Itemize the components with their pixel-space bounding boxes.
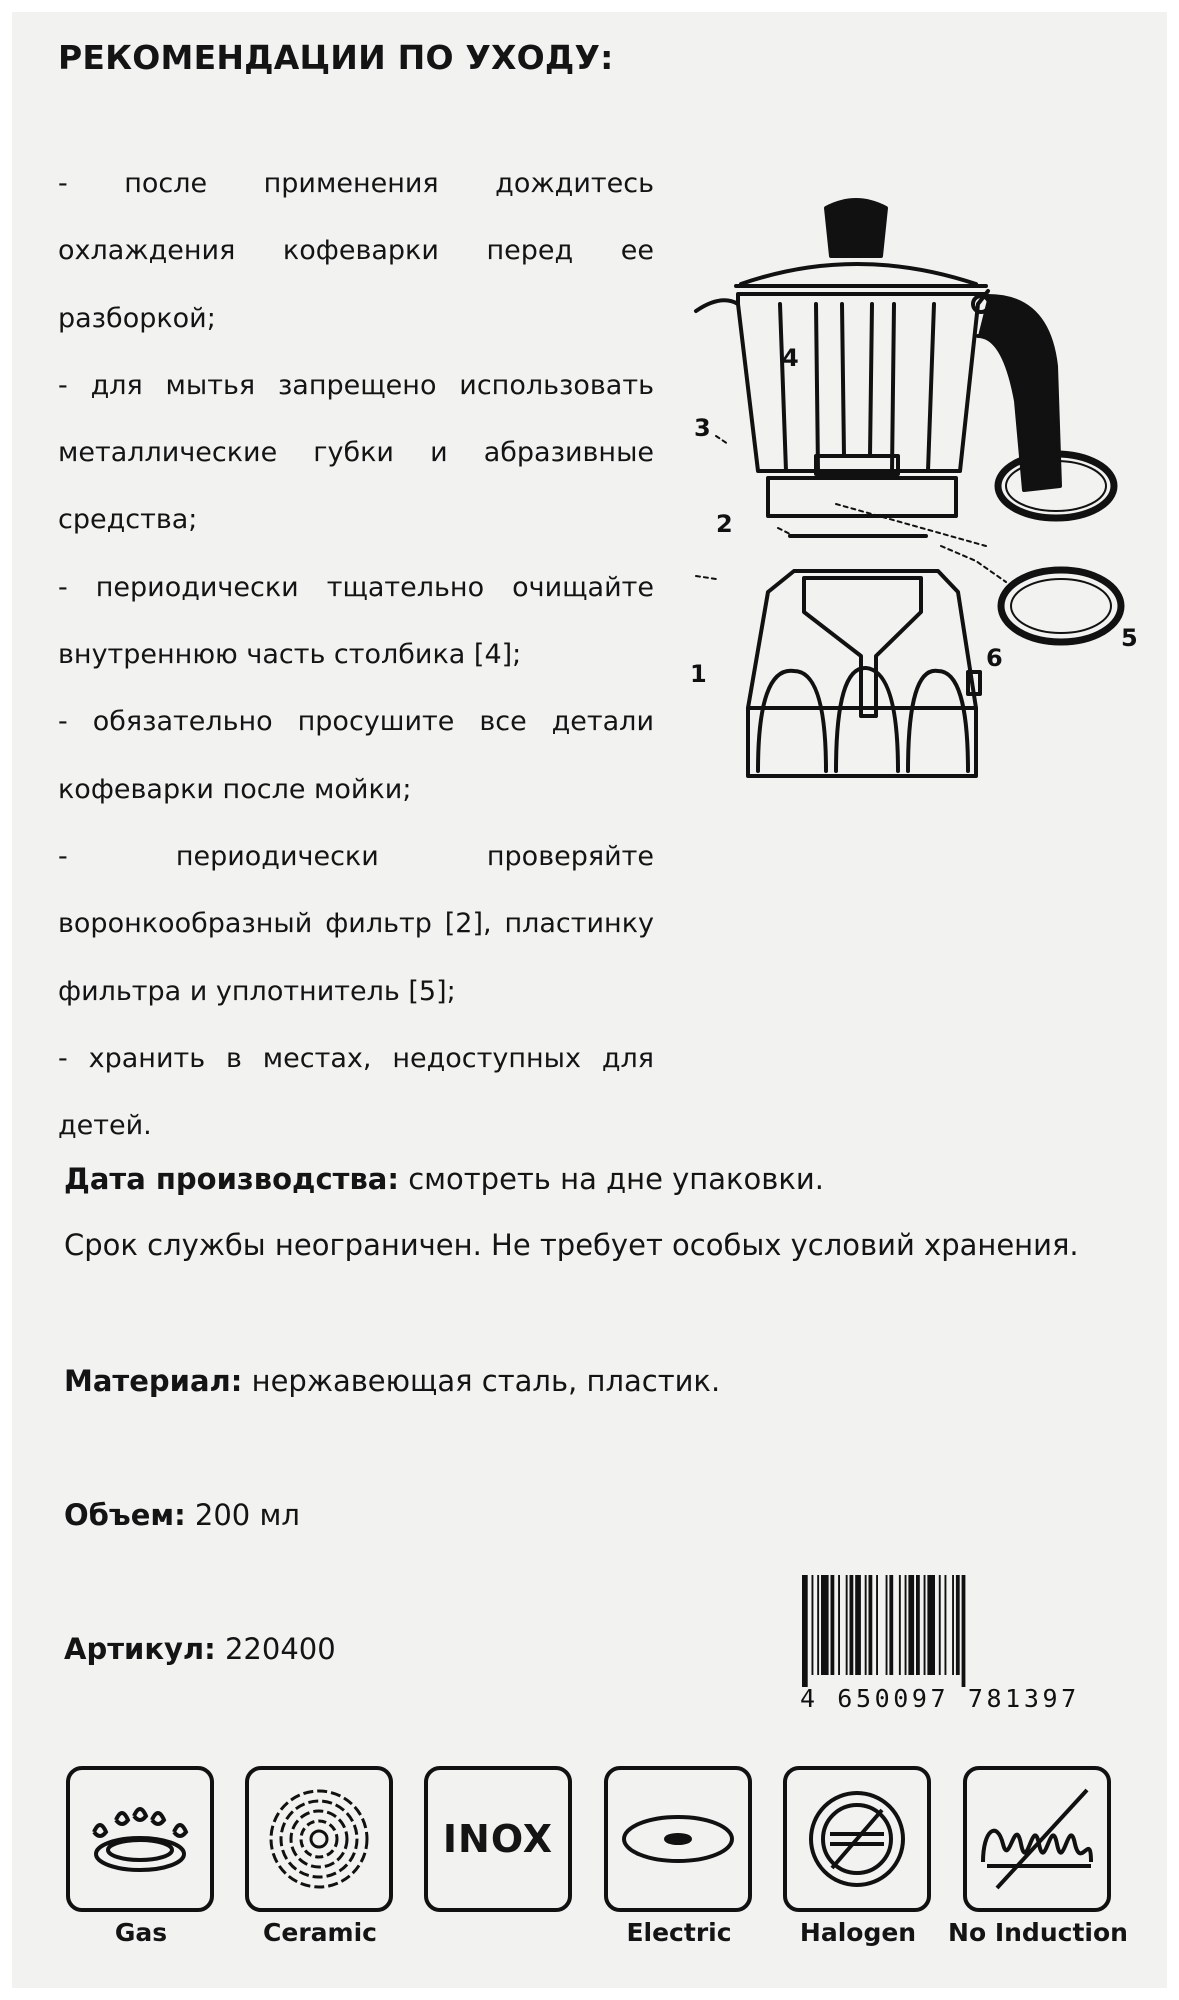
stove-ceramic <box>245 1766 395 1947</box>
barcode-bar <box>850 1575 854 1675</box>
electric-plate-icon <box>618 1799 738 1879</box>
care-item: - периодически тщательно очищайте внутреннюю часть столбика [4]; <box>58 571 654 671</box>
barcode-bar <box>908 1575 914 1675</box>
barcode-bar <box>899 1575 901 1675</box>
stove-ceramic-label: Ceramic <box>263 1918 377 1947</box>
barcode-bar <box>812 1575 814 1675</box>
barcode-bar <box>889 1575 893 1675</box>
stove-no-induction-label: No Induction <box>948 1918 1128 1947</box>
barcode-bar <box>855 1575 861 1675</box>
material <box>64 1364 720 1398</box>
barcode-bar <box>956 1575 960 1675</box>
barcode-bar <box>939 1575 941 1675</box>
barcode-bar <box>846 1575 848 1675</box>
care-item: - для мытья запрещено использовать металлические губки и абразивные средства; <box>58 369 654 536</box>
halogen-hob-icon <box>802 1784 912 1894</box>
moka-pot-diagram <box>676 186 1136 806</box>
barcode-bar <box>821 1575 829 1675</box>
stove-electric <box>604 1766 754 1947</box>
stove-electric-label: Electric <box>626 1918 732 1947</box>
stove-inox <box>424 1766 574 1912</box>
barcode-bar <box>927 1575 935 1675</box>
care-item: - хранить в местах, недоступных для детей. <box>58 1042 654 1142</box>
diagram-label-1: 1 <box>690 660 707 688</box>
diagram-label-3: 3 <box>694 414 711 442</box>
inox-label: INOX <box>442 1817 554 1861</box>
barcode-bar <box>886 1575 888 1675</box>
no-induction-icon <box>977 1784 1097 1894</box>
care-item: - периодически проверяйте воронкообразный фильтр [2], пластинку фильтра и уплотнитель [5]; <box>58 840 654 1007</box>
barcode-bar <box>952 1575 954 1675</box>
diagram-label-6: 6 <box>986 644 1003 672</box>
barcode-bar <box>905 1575 907 1675</box>
care-item: - обязательно просушите все детали кофеварки после мойки; <box>58 706 654 805</box>
diagram-label-5: 5 <box>1121 624 1138 652</box>
service-life: Срок службы неограничен. Не требует особых условий хранения. <box>64 1228 1079 1262</box>
barcode-bar <box>831 1575 835 1675</box>
barcode-bar <box>924 1575 926 1675</box>
care-item: - после применения дождитесь охлаждения кофеварки перед ее разборкой; <box>58 168 654 334</box>
article-label: Артикул: <box>64 1632 216 1666</box>
stove-halogen <box>783 1766 933 1947</box>
stove-gas <box>66 1766 216 1947</box>
gas-burner-icon <box>80 1784 200 1894</box>
production-date <box>64 1162 824 1196</box>
stove-no-induction <box>948 1766 1128 1947</box>
barcode-bar <box>838 1575 840 1675</box>
ceramic-hob-icon <box>264 1784 374 1894</box>
volume-value: 200 мл <box>185 1498 300 1532</box>
care-heading: РЕКОМЕНДАЦИИ ПО УХОДУ: <box>58 38 614 77</box>
stove-gas-label: Gas <box>114 1918 168 1947</box>
stove-halogen-label: Halogen <box>799 1918 917 1947</box>
article-value: 220400 <box>215 1632 336 1666</box>
barcode-bar <box>962 1575 966 1687</box>
volume-label: Объем: <box>64 1498 186 1532</box>
material-value: нержавеющая сталь, пластик. <box>242 1364 721 1398</box>
barcode-bar <box>876 1575 878 1675</box>
care-list <box>58 150 654 1159</box>
barcode-bar <box>945 1575 947 1675</box>
volume <box>64 1498 300 1532</box>
material-label: Материал: <box>64 1364 243 1398</box>
barcode-bar <box>869 1575 873 1675</box>
production-date-label: Дата производства: <box>64 1162 399 1196</box>
diagram-label-4: 4 <box>782 344 799 372</box>
barcode-digits: 4 650097 781397 <box>800 1684 1080 1713</box>
barcode-bar <box>865 1575 867 1675</box>
article <box>64 1632 336 1666</box>
barcode-bar <box>817 1575 819 1675</box>
barcode-bar <box>802 1575 808 1687</box>
stove-compatibility <box>66 1766 1136 1966</box>
diagram-label-2: 2 <box>716 510 733 538</box>
production-date-value: смотреть на дне упаковки. <box>398 1162 824 1196</box>
barcode-bar <box>916 1575 920 1675</box>
